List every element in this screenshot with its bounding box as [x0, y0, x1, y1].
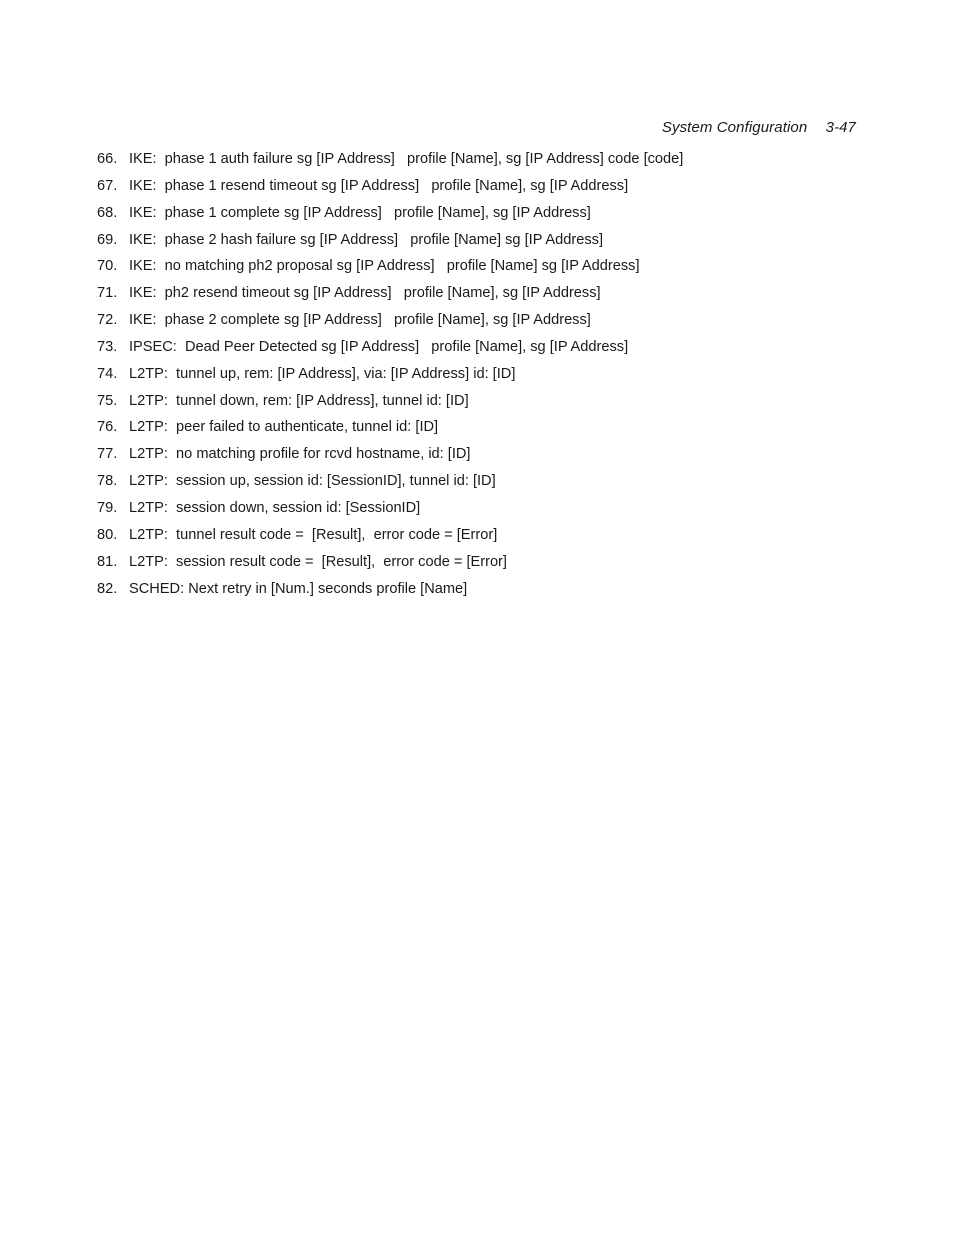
- item-number: 81.: [97, 553, 118, 570]
- list-item: [97, 282, 857, 309]
- item-text: L2TP: no matching profile for rcvd hostname, id: [ID]: [129, 446, 471, 463]
- item-text: IKE: phase 1 complete sg [IP Address] profile [Name], sg [IP Address]: [129, 204, 591, 221]
- item-number: 66.: [97, 151, 118, 167]
- item-text: L2TP: tunnel up, rem: [IP Address], via: [IP Address] id: [ID]: [129, 365, 516, 382]
- item-text: L2TP: session down, session id: [SessionID]: [129, 499, 421, 516]
- item-text: IKE: phase 2 complete sg [IP Address] profile [Name], sg [IP Address]: [129, 312, 591, 329]
- log-message-list: [97, 148, 857, 604]
- item-text: L2TP: session up, session id: [SessionID], tunnel id: [ID]: [129, 473, 496, 490]
- item-number: 80.: [97, 526, 118, 543]
- list-item: [97, 551, 857, 578]
- list-item: [97, 363, 857, 390]
- item-text: IKE: no matching ph2 proposal sg [IP Address] profile [Name] sg [IP Address]: [129, 258, 640, 275]
- item-text: IPSEC: Dead Peer Detected sg [IP Address] profile [Name], sg [IP Address]: [129, 338, 629, 355]
- item-number: 68.: [97, 204, 118, 221]
- page-number: 3-47: [825, 119, 856, 136]
- item-text: L2TP: tunnel down, rem: [IP Address], tunnel id: [ID]: [129, 392, 469, 409]
- item-text: IKE: ph2 resend timeout sg [IP Address] profile [Name], sg [IP Address]: [129, 285, 601, 302]
- item-number: 75.: [97, 392, 118, 409]
- item-text: IKE: phase 2 hash failure sg [IP Address] profile [Name] sg [IP Address]: [129, 231, 604, 248]
- list-item: [97, 229, 857, 256]
- list-item: [97, 202, 857, 229]
- item-text: IKE: phase 1 resend timeout sg [IP Address] profile [Name], sg [IP Address]: [129, 177, 629, 194]
- item-number: 74.: [97, 365, 118, 382]
- list-item: [97, 148, 857, 175]
- list-item: [97, 443, 857, 470]
- item-number: 73.: [97, 338, 118, 355]
- list-item: [97, 524, 857, 551]
- list-item: [97, 416, 857, 443]
- item-number: 82.: [97, 580, 118, 597]
- item-number: 77.: [97, 446, 118, 463]
- list-item: [97, 175, 857, 202]
- item-number: 72.: [97, 312, 118, 329]
- item-number: 78.: [97, 473, 118, 490]
- list-item: [97, 470, 857, 497]
- list-item: [97, 497, 857, 524]
- item-number: 76.: [97, 419, 118, 436]
- running-header: [662, 119, 856, 136]
- item-number: 70.: [97, 258, 118, 275]
- item-number: 67.: [97, 177, 118, 194]
- section-title: System Configuration: [661, 119, 808, 136]
- list-item: [97, 336, 857, 363]
- item-text: IKE: phase 1 auth failure sg [IP Address] profile [Name], sg [IP Address] code [code]: [129, 151, 684, 167]
- item-text: L2TP: session result code = [Result], error code = [Error]: [129, 553, 507, 570]
- item-number: 79.: [97, 499, 118, 516]
- item-text: SCHED: Next retry in [Num.] seconds profile [Name]: [129, 580, 468, 597]
- list-item: [97, 578, 857, 605]
- list-item: [97, 390, 857, 417]
- list-item: [97, 255, 857, 282]
- item-text: L2TP: tunnel result code = [Result], error code = [Error]: [129, 526, 498, 543]
- item-number: 69.: [97, 231, 118, 248]
- item-number: 71.: [97, 285, 118, 302]
- item-text: L2TP: peer failed to authenticate, tunnel id: [ID]: [129, 419, 439, 436]
- list-item: [97, 309, 857, 336]
